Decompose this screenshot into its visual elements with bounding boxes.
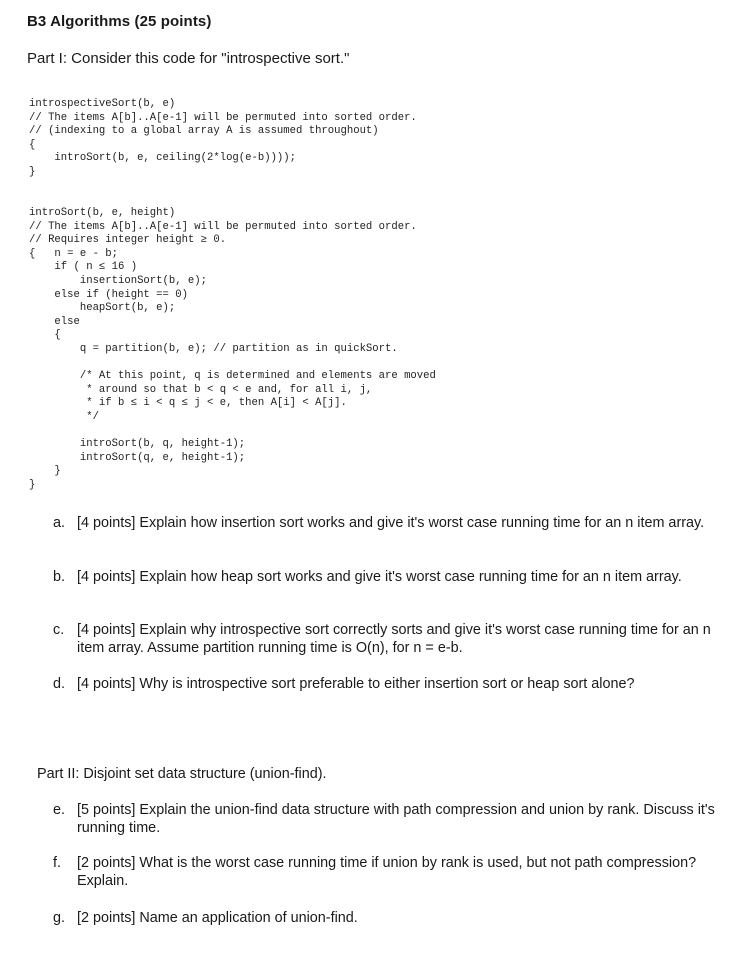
question-b <box>53 569 725 587</box>
part2-heading: Part II: Disjoint set data structure (union-find). <box>37 766 327 782</box>
question-letter: d. <box>53 676 66 692</box>
question-text: [4 points] Explain how insertion sort works and give it's worst case running time for an n item array. <box>77 515 705 531</box>
question-text: [4 points] Explain how heap sort works and give it's worst case running time for an n item array. <box>77 569 682 585</box>
question-e <box>53 802 725 837</box>
question-g <box>53 910 725 928</box>
section-title: B3 Algorithms (25 points) <box>27 13 212 30</box>
question-letter: a. <box>53 515 66 531</box>
question-text: [2 points] Name an application of union-find. <box>77 910 358 926</box>
code-block-introspective-sort: introspectiveSort(b, e) // The items A[b]..A[e-1] will be permuted into sorted order. // (indexing to a global array A is assumed throughout) { introSort(b, e, ceiling(2*log(e-b)))); } <box>29 98 417 178</box>
part1-heading: Part I: Consider this code for "introspective sort." <box>27 50 350 67</box>
question-text: [4 points] Explain why introspective sort correctly sorts and give it's worst case running time for an n item array. Assume partition running time is O(n), for n = e-b. <box>77 622 711 656</box>
question-c <box>53 622 725 657</box>
question-letter: e. <box>53 802 66 818</box>
question-letter: b. <box>53 569 66 585</box>
question-d <box>53 676 725 694</box>
code-block-intro-sort: introSort(b, e, height) // The items A[b]..A[e-1] will be permuted into sorted order. // Requires integer height ≥ 0. { n = e - b; if ( n ≤ 16 ) insertionSort(b, e); else if (height == 0) heapSort(b, e); else { q = partition(b, e); // partition as in quickSort. /* At this point, q is determined and elements are moved * around so that b < q < e and, for all i, j, * if b ≤ i < q ≤ j < e, then A[i] < A[j]. */ introSort(b, q, height-1); introSort(q, e, height-1); } } <box>29 207 436 491</box>
question-f <box>53 855 725 890</box>
question-letter: c. <box>53 622 65 638</box>
question-text: [2 points] What is the worst case running time if union by rank is used, but not path compression? Explain. <box>77 855 697 889</box>
question-text: [4 points] Why is introspective sort preferable to either insertion sort or heap sort alone? <box>77 676 635 692</box>
question-text: [5 points] Explain the union-find data structure with path compression and union by rank. Discuss it's running time. <box>77 802 715 836</box>
question-letter: f. <box>53 855 61 871</box>
question-a <box>53 515 725 533</box>
question-letter: g. <box>53 910 66 926</box>
